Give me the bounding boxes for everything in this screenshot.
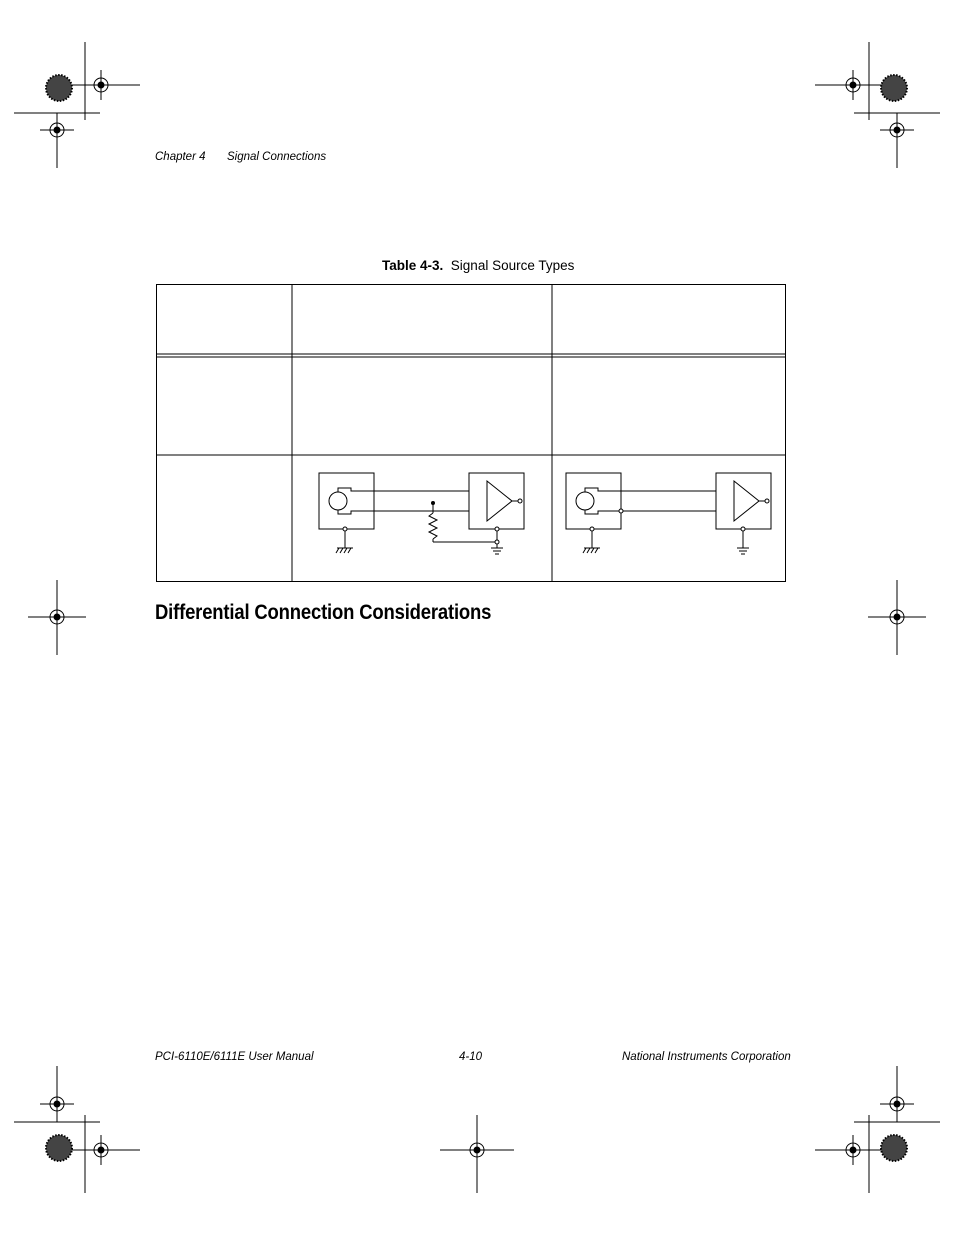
header-section: Signal Connections: [227, 151, 327, 163]
table-caption-number: Table 4-3.: [382, 258, 444, 273]
footer-company: National Instruments Corporation: [622, 1051, 791, 1063]
header-chapter: Chapter 4: [155, 151, 206, 163]
table-caption-title: Signal Source Types: [450, 258, 575, 273]
footer-manual: PCI-6110E/6111E User Manual: [155, 1051, 314, 1063]
section-heading: Differential Connection Considerations: [155, 601, 492, 624]
footer-page-number: 4-10: [459, 1051, 483, 1063]
